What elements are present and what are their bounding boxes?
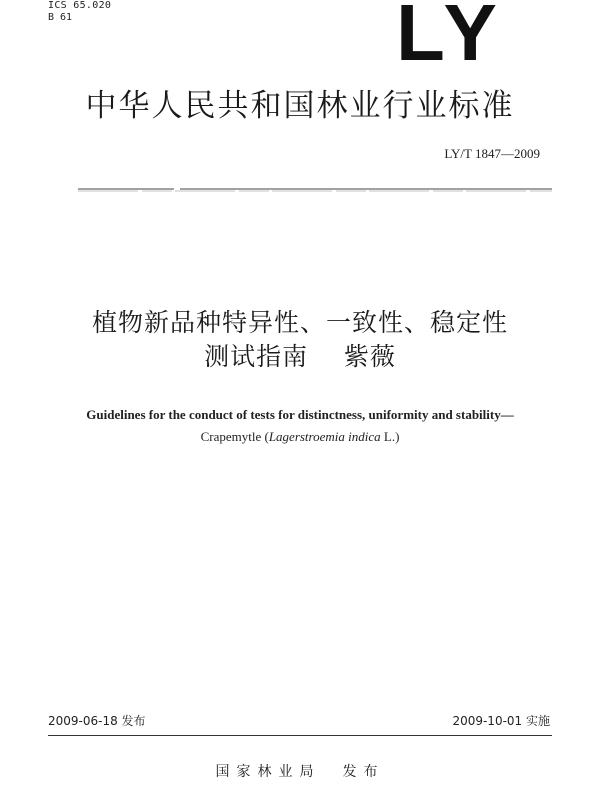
english-title-prefix: Crapemytle ( [200,429,269,444]
chinese-title-line-1: 植物新品种特异性、一致性、稳定性 [91,308,508,337]
publisher-verb: 发布 [342,764,385,780]
ly-logo: LY [396,2,503,64]
ics-code: ICS 65.020 [48,0,112,11]
footer-divider [48,735,552,736]
publisher-name: 国家林业局 [215,764,321,780]
latin-name: Lagerstroemia indica [268,429,381,444]
english-title-line-2 [0,429,600,445]
english-title-line-1: Guidelines for the conduct of tests for distinctness, uniformity and stability— [86,407,514,422]
chinese-title-part-1: 测试指南 [204,342,309,371]
issue-date: 2009-06-18 发布 [48,714,146,728]
chinese-title-line-2 [0,341,600,373]
header-divider [78,186,552,194]
implementation-date: 2009-10-01 实施 [452,714,550,728]
ccs-code: B 61 [48,12,73,23]
organization-title: 中华人民共和国林业行业标准 [85,88,515,124]
english-title-suffix: L.) [380,429,400,444]
publisher-line [0,763,600,781]
chinese-title-part-2: 紫薇 [343,342,396,371]
standard-number: LY/T 1847—2009 [444,146,540,161]
